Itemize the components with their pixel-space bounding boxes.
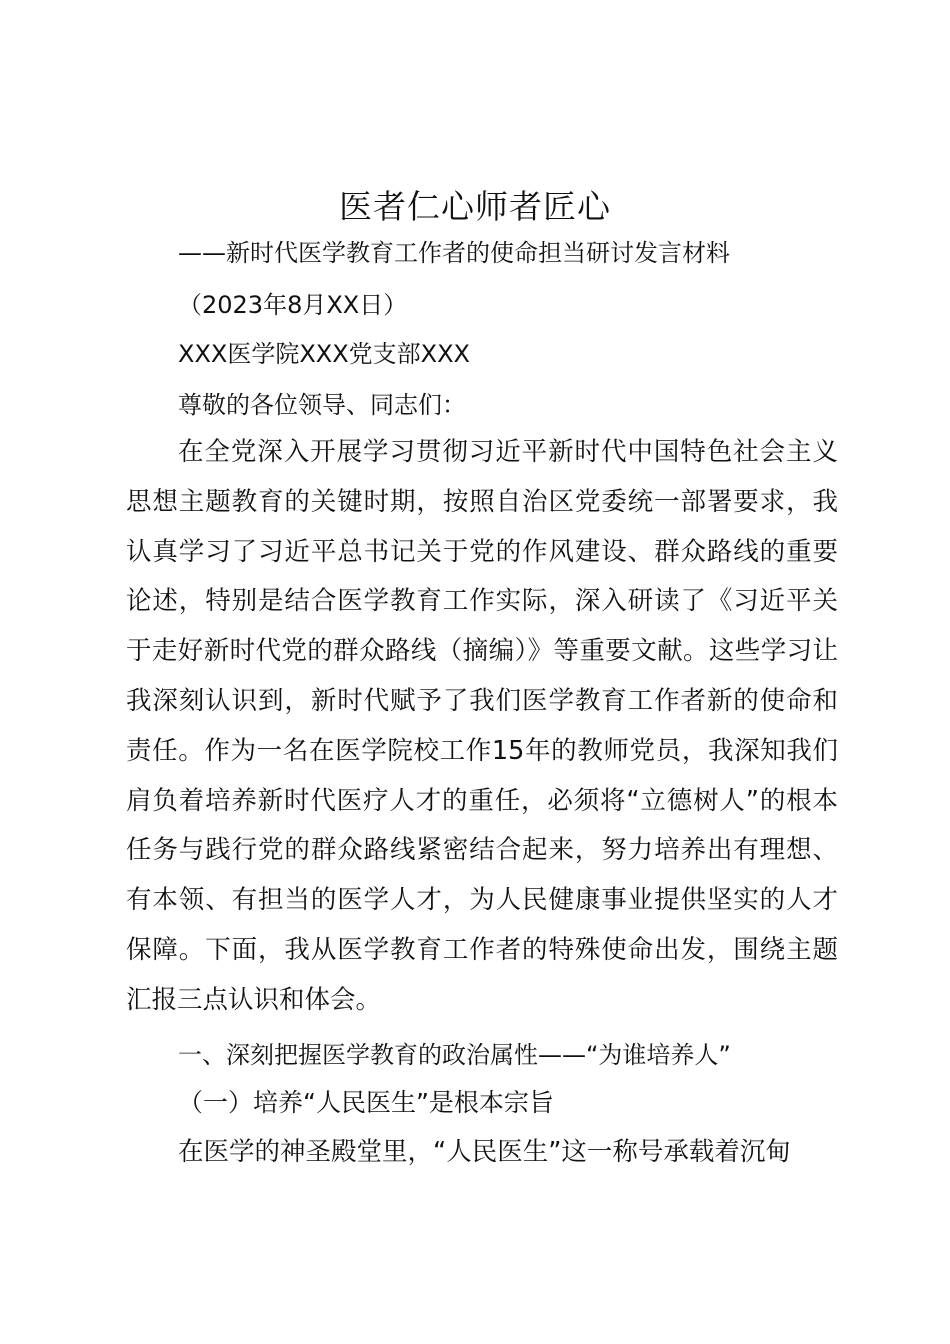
subsection-heading: （一）培养“人民医生”是根本宗旨 [178, 1088, 554, 1117]
salutation: 尊敬的各位领导、同志们： [178, 391, 466, 419]
body-paragraph: 在全党深入开展学习贯彻习近平新时代中国特色社会主义思想主题教育的关键时期，按照自治区党委统一部署要求，我认真学习了习近平总书记关于党的作风建设、群众路线的重要论述，特别是结合医学教育工作实际，深入研读了《习近平关于走好新时代党的群众路线（摘编）》等重要文献。这些学习让我深刻认识到，新时代赋予了我们医学教育工作者新的使命和责任。作为一名在医学院校工作15年的教师党员，我深知我们肩负着培养新时代医疗人才的重任，必须将“立德树人”的根本任务与践行党的群众路线紧密结合起来，努力培养出有理想、有本领、有担当的医学人才，为人民健康事业提供坚实的人才保障。下面，我从医学教育工作者的特殊使命出发，围绕主题汇报三点认识和体会。 [126, 437, 838, 1015]
document-date: （2023年8月XX日） [178, 291, 408, 319]
document-author: XXX医学院XXX党支部XXX [178, 340, 470, 368]
document-title: 医者仁心师者匠心 [339, 187, 611, 226]
document-subtitle: ——新时代医学教育工作者的使命担当研讨发言材料 [178, 239, 730, 267]
section-heading: 一、深刻把握医学教育的政治属性——“为谁培养人” [178, 1041, 731, 1069]
body-paragraph-continued: 在医学的神圣殿堂里，“人民医生”这一称号承载着沉甸 [178, 1137, 791, 1167]
